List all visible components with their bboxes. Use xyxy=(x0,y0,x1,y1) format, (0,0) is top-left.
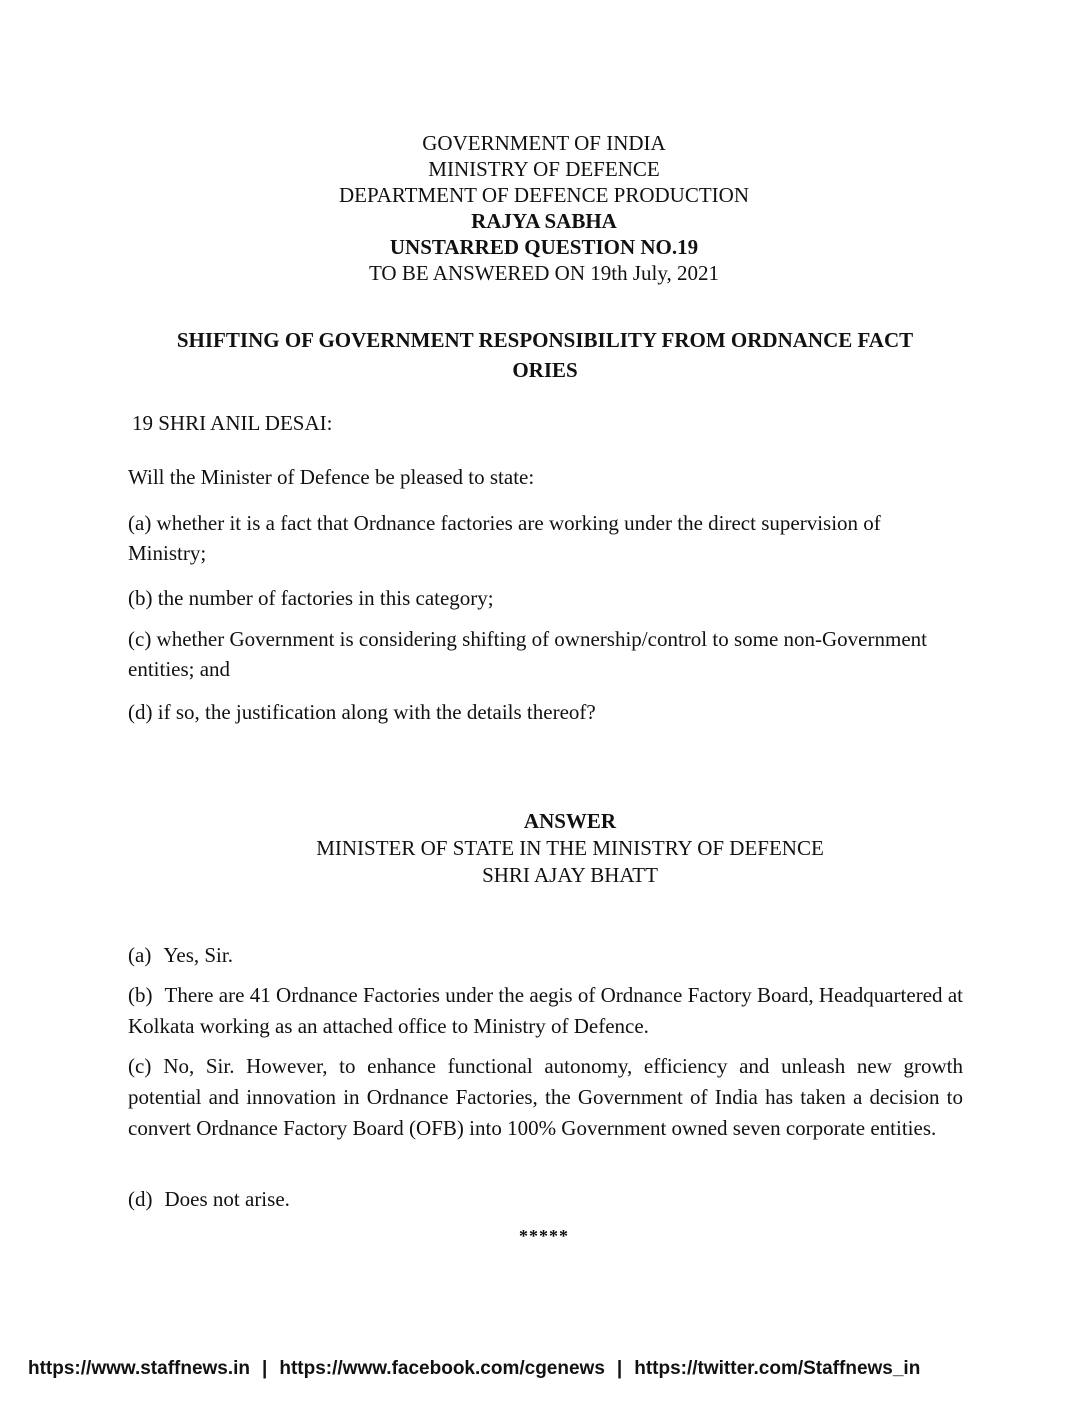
answer-item-b xyxy=(128,980,963,1042)
header-house: RAJYA SABHA xyxy=(471,209,617,233)
answer-item-c xyxy=(128,1051,963,1144)
answer-item-text: There are 41 Ordnance Factories under the aegis of Ordnance Factory Board, Headquartered at Kolkata working as an attached office to Ministry of Defence. xyxy=(128,983,963,1038)
answer-item-text: No, Sir. However, to enhance functional autonomy, efficiency and unleash new growth potential and innovation in Ordnance Factories, the Government of India has taken a decision to convert Ordnance Factory Board (OFB) into 100% Government owned seven corporate entities. xyxy=(128,1054,963,1140)
header-answer-date: TO BE ANSWERED ON 19th July, 2021 xyxy=(368,261,719,285)
questioner-name: 19 SHRI ANIL DESAI: xyxy=(132,411,333,435)
footer-link-staffnews[interactable]: https://www.staffnews.in xyxy=(28,1358,251,1379)
answer-item-label: (c) xyxy=(128,1054,152,1078)
footer-separator: | xyxy=(262,1358,268,1379)
header-government: GOVERNMENT OF INDIA xyxy=(422,131,666,155)
footer-link-facebook[interactable]: https://www.facebook.com/cgenews xyxy=(279,1358,605,1379)
answer-item-label: (d) xyxy=(128,1187,153,1211)
answer-minister: SHRI AJAY BHATT xyxy=(482,863,658,887)
answer-item-d xyxy=(128,1184,963,1214)
answer-item-label: (a) xyxy=(128,943,152,967)
question-item-b: (b) the number of factories in this category; xyxy=(128,586,494,610)
answer-heading: ANSWER xyxy=(523,809,617,833)
subject-line-2: ORIES xyxy=(512,358,578,382)
question-item-a: (a) whether it is a fact that Ordnance factories are working under the direct supervision of Ministry; xyxy=(128,511,881,565)
answer-item-label: (b) xyxy=(128,983,153,1007)
header-ministry: MINISTRY OF DEFENCE xyxy=(428,157,660,181)
answer-item-text: Does not arise. xyxy=(164,1187,290,1211)
footer-separator: | xyxy=(616,1358,623,1379)
question-subject xyxy=(130,325,960,385)
header-department: DEPARTMENT OF DEFENCE PRODUCTION xyxy=(338,183,750,207)
end-marker: ***** xyxy=(519,1226,569,1246)
answer-item-a xyxy=(128,940,963,970)
question-item-c: (c) whether Government is considering shifting of ownership/control to some non-Government entities; and xyxy=(128,627,927,681)
answer-heading-block xyxy=(0,808,1088,889)
question-item-d: (d) if so, the justification along with the details thereof? xyxy=(128,700,596,724)
document-header xyxy=(0,130,1088,286)
answer-item-text: Yes, Sir. xyxy=(163,943,233,967)
footer-links xyxy=(28,1358,920,1380)
header-question-number: UNSTARRED QUESTION NO.19 xyxy=(389,235,699,259)
footer-link-twitter[interactable]: https://twitter.com/Staffnews_in xyxy=(634,1358,921,1379)
subject-line-1: SHIFTING OF GOVERNMENT RESPONSIBILITY FROM ORDNANCE FACT xyxy=(176,328,914,352)
answer-designation: MINISTER OF STATE IN THE MINISTRY OF DEFENCE xyxy=(316,836,824,860)
question-intro: Will the Minister of Defence be pleased to state: xyxy=(128,465,535,489)
